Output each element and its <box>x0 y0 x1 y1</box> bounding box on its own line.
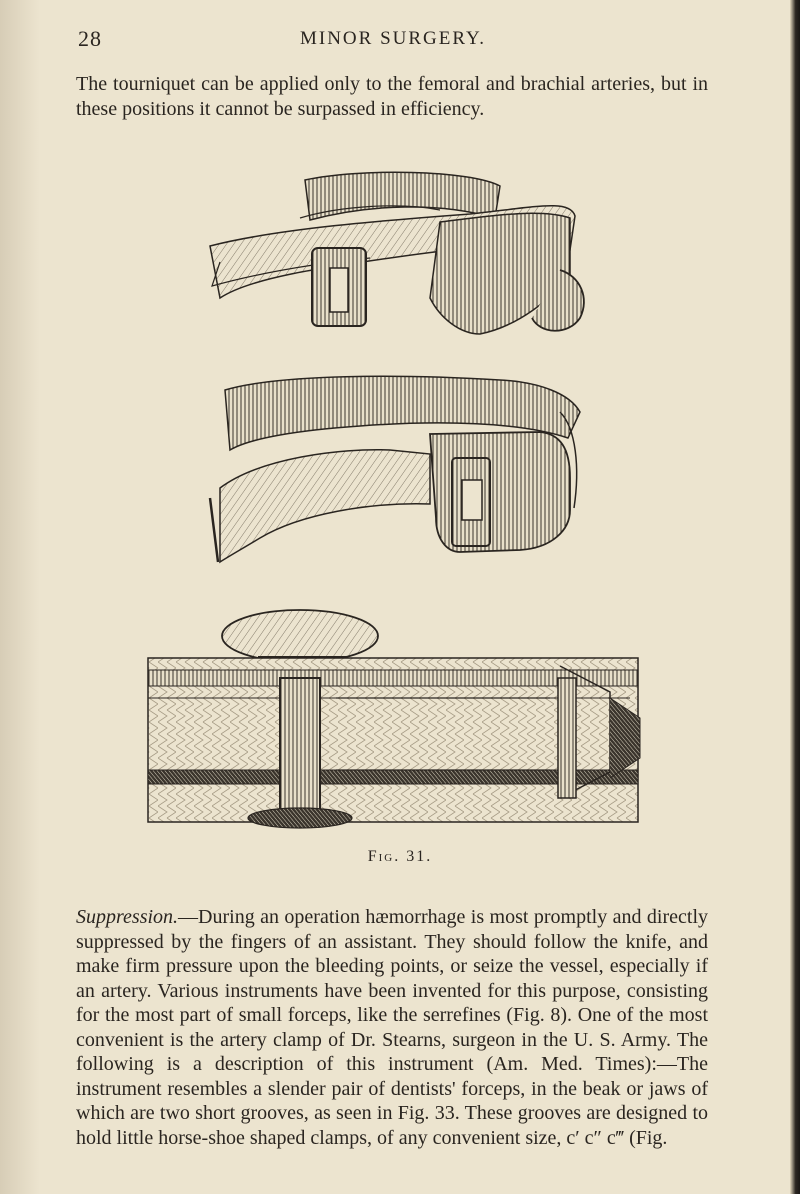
running-head: MINOR SURGERY. <box>299 28 487 49</box>
figure-caption: Fig. 31. <box>367 848 433 865</box>
tourniquet-middle <box>210 376 580 562</box>
page-number: 28 <box>78 26 102 51</box>
page-shadow <box>0 0 40 1194</box>
tourniquet-illustration <box>140 158 660 838</box>
page-edge <box>790 0 800 1194</box>
page-header <box>78 26 708 52</box>
paragraph-bottom-text: —During an operation hæmorrhage is most promptly and directly suppressed by the fingers of an assistant. They should follow the knife, and make firm pressure upon the bleeding points, or seize the vessel, especially if an artery. Various instruments have been invented for this purpose, consisting for the most part of small forceps, like the serrefines (Fig. 8). One of the most convenient is the artery clamp of Dr. Stearns, surgeon in the U. S. Army. The following is a description of this instrument (Am. Med. Times):—The instrument resembles a slender pair of dentists' forceps, in the beak or jaws of which are two short grooves, as seen in Fig. 33. These grooves are designed to hold little horse-shoe shaped clamps, of any convenient size, c′ c″ c‴ (Fig. <box>76 906 708 1149</box>
paragraph-top: The tourniquet can be applied only to the femoral and brachial arteries, but in these positions it cannot be surpassed in efficiency. <box>76 73 708 120</box>
figure-31 <box>140 158 660 838</box>
paragraph-bottom <box>76 905 708 1150</box>
section-lead: Suppression. <box>76 906 179 928</box>
tourniquet-section <box>148 610 640 828</box>
tourniquet-top <box>210 172 584 334</box>
